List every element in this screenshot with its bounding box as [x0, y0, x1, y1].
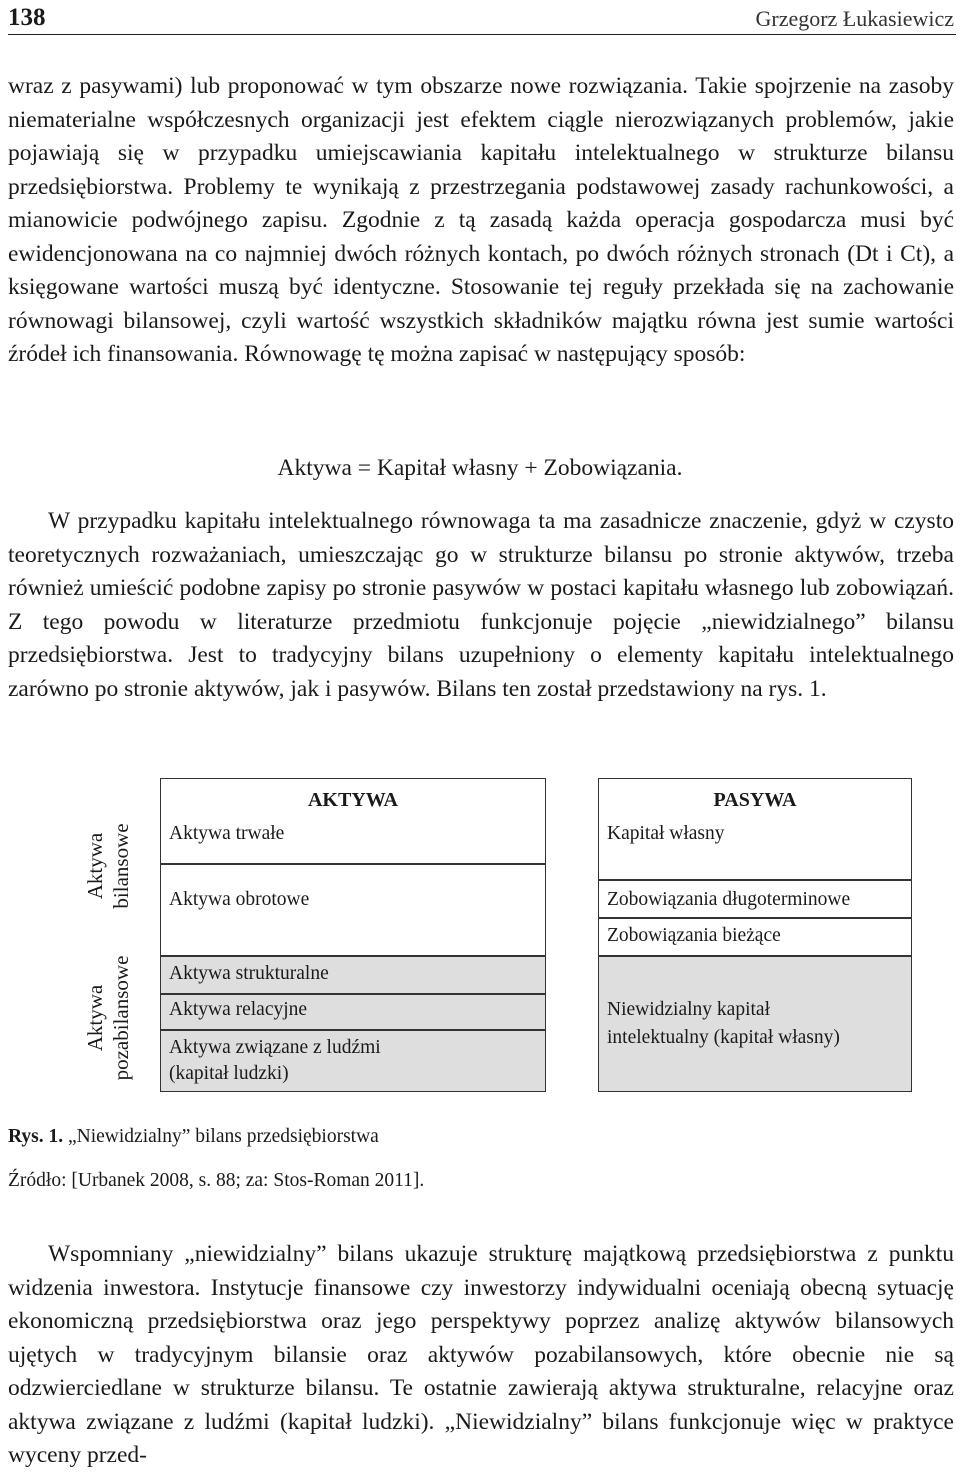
aktywa-box: [160, 778, 546, 1092]
figure-title: „Niewidzialny” bilans przedsiębiorstwa: [68, 1126, 379, 1147]
aktywa-item: Aktywa obrotowe: [169, 889, 310, 910]
divider: [599, 917, 911, 919]
pasywa-item: Zobowiązania bieżące: [607, 925, 781, 946]
page-number: 138: [8, 4, 46, 31]
paragraph-1: wraz z pasywami) lub proponować w tym obszarze nowe rozwiązania. Takie spojrzenie na zasoby niematerialne współczesnych organizacji jest efektem ciągle nierozwiązanych problemów, jakie pojawiają się w przypadku umiejscawiania kapitału intelektualnego w strukturze bilansu przedsiębiorstwa. Problemy te wynikają z przestrzegania podstawowej zasady rachunkowości, a mianowicie podwójnego zapisu. Zgodnie z tą zasadą każda operacja gospodarcza musi być ewidencjonowana na co najmniej dwóch różnych kontach, po dwóch różnych stronach (Dt i Ct), a księgowane wartości muszą być identyczne. Stosowanie tej reguły przekłada się na zachowanie równowagi bilansowej, czyli wartość wszystkich składników majątku równa jest sumie wartości źródeł ich finansowania. Równowagę tę można zapisać w następujący sposób:: [8, 73, 954, 367]
pasywa-item: Niewidzialny kapitał: [607, 999, 770, 1020]
pasywa-box: [598, 778, 912, 1092]
aktywa-item: Aktywa relacyjne: [169, 999, 308, 1020]
page-header: [8, 0, 956, 35]
pasywa-title: PASYWA: [713, 789, 797, 811]
figure-label: Rys. 1.: [8, 1126, 64, 1147]
aktywa-title: AKTYWA: [307, 789, 398, 811]
aktywa-item: (kapitał ludzki): [169, 1063, 289, 1084]
label-aktywa-bilansowe: Aktywa bilansowe: [83, 823, 133, 909]
aktywa-item: Aktywa trwałe: [169, 823, 285, 844]
figure-caption: [8, 1126, 379, 1148]
balance-equation: Aktywa = Kapitał własny + Zobowiązania.: [277, 455, 683, 481]
divider: [161, 993, 545, 995]
divider: [161, 863, 545, 865]
paragraph-3: Wspomniany „niewidzialny” bilans ukazuje strukturę majątkową przedsiębiorstwa z punktu widzenia inwestora. Instytucje finansowe czy inwestorzy indywidualni oceniają obecną sytuację ekonomiczną przedsiębiorstwa oraz jego perspektywy poprzez analizę aktywów bilansowych ujętych w tradycyjnym bilansie oraz aktywów pozabilansowych, które obecnie nie są odzwierciedlane w strukturze bilansu. Te ostatnie zawierają aktywa strukturalne, relacyjne oraz aktywa związane z ludźmi (kapitał ludzki). „Niewidzialny” bilans funkcjonuje więc w praktyce wyceny przed-: [8, 1241, 954, 1468]
divider: [599, 955, 911, 957]
pasywa-item: Zobowiązania długoterminowe: [607, 889, 851, 910]
aktywa-item: Aktywa strukturalne: [169, 963, 329, 984]
running-author: Grzegorz Łukasiewicz: [755, 6, 954, 31]
pasywa-item: intelektualny (kapitał własny): [607, 1027, 840, 1048]
aktywa-item: Aktywa związane z ludźmi: [169, 1037, 381, 1058]
label-aktywa-pozabilansowe: Aktywa pozabilansowe: [83, 955, 133, 1081]
divider: [161, 1029, 545, 1031]
pasywa-offbalance-shading: [599, 955, 911, 1091]
divider: [161, 955, 545, 957]
pasywa-item: Kapitał własny: [607, 823, 725, 844]
divider: [599, 879, 911, 881]
figure-source: Źródło: [Urbanek 2008, s. 88; za: Stos-Roman 2011].: [8, 1170, 425, 1191]
paragraph-2: W przypadku kapitału intelektualnego równowaga ta ma zasadnicze znaczenie, gdyż w czysto teoretycznych rozważaniach, umieszczając go w strukturze bilansu po stronie aktywów, trzeba również umieścić podobne zapisy po stronie pasywów w postaci kapitału własnego lub zobowiązań. Z tego powodu w literaturze przedmiotu funkcjonuje pojęcie „niewidzialnego” bilansu przedsiębiorstwa. Jest to tradycyjny bilans uzupełniony o elementy kapitału intelektualnego zarówno po stronie aktywów, jak i pasywów. Bilans ten został przedstawiony na rys. 1.: [8, 508, 954, 702]
